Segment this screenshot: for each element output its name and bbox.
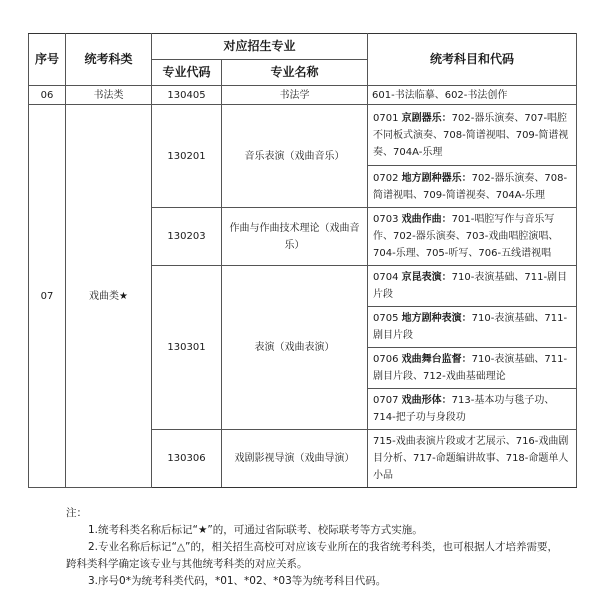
row-major-name: 戏剧影视导演（戏曲导演） bbox=[222, 430, 368, 488]
row-major-code: 130405 bbox=[152, 86, 222, 105]
row-seq: 07 bbox=[29, 105, 66, 488]
row-major-code: 130301 bbox=[152, 266, 222, 430]
subject-item: 0707 戏曲形体：713-基本功与毯子功、714-把子功与身段功 bbox=[368, 389, 577, 430]
header-category: 统考科类 bbox=[66, 34, 152, 86]
row-category: 戏曲类★ bbox=[66, 105, 152, 488]
row-major-name: 表演（戏曲表演） bbox=[222, 266, 368, 430]
note-item: 2.专业名称后标记“△”的，相关招生高校可对应该专业所在的我省统考科类，也可根据人才培养需要，跨科类科学确定该专业与其他统考科类的对应关系。 bbox=[66, 541, 558, 570]
row-category: 书法类 bbox=[66, 86, 152, 105]
header-major-group: 对应招生专业 bbox=[152, 34, 368, 60]
table-row bbox=[29, 86, 577, 105]
subject-item: 715-戏曲表演片段或才艺展示、716-戏曲剧目分析、717-命题编讲故事、718-命题单人小品 bbox=[368, 430, 577, 488]
note-item: 1.统考科类名称后标记“★”的，可通过省际联考、校际联考等方式实施。 bbox=[88, 524, 423, 536]
subject-item: 0701 京剧器乐：702-器乐演奏、707-唱腔不同板式演奏、708-简谱视唱、709-简谱视奏、704A-乐理 bbox=[368, 105, 577, 166]
exam-subjects-table bbox=[28, 33, 577, 488]
row-seq: 06 bbox=[29, 86, 66, 105]
subject-item: 0704 京昆表演：710-表演基础、711-剧目片段 bbox=[368, 266, 577, 307]
header-seq: 序号 bbox=[29, 34, 66, 86]
row-major-code: 130201 bbox=[152, 105, 222, 208]
row-subjects: 601-书法临摹、602-书法创作 bbox=[368, 86, 577, 105]
header-subjects: 统考科目和代码 bbox=[368, 34, 577, 86]
row-major-name: 作曲与作曲技术理论（戏曲音乐） bbox=[222, 208, 368, 266]
notes-title: 注： bbox=[66, 507, 87, 519]
table-row bbox=[29, 105, 577, 166]
note-item: 3.序号0*为统考科类代码，*01、*02、*03等为统考科目代码。 bbox=[88, 575, 387, 587]
header-major-code: 专业代码 bbox=[152, 60, 222, 86]
subject-item: 0705 地方剧种表演：710-表演基础、711-剧目片段 bbox=[368, 307, 577, 348]
subject-item: 0702 地方剧种器乐：702-器乐演奏、708-简谱视唱、709-简谱视奏、704A-乐理 bbox=[368, 166, 577, 208]
row-major-code: 130306 bbox=[152, 430, 222, 488]
exam-table-container bbox=[28, 33, 576, 488]
notes-section bbox=[66, 505, 566, 590]
subject-item: 0703 戏曲作曲：701-唱腔写作与音乐写作、702-器乐演奏、703-戏曲唱腔演唱、704-乐理、705-听写、706-五线谱视唱 bbox=[368, 208, 577, 266]
row-major-name: 音乐表演（戏曲音乐） bbox=[222, 105, 368, 208]
row-major-name: 书法学 bbox=[222, 86, 368, 105]
row-major-code: 130203 bbox=[152, 208, 222, 266]
header-major-name: 专业名称 bbox=[222, 60, 368, 86]
subject-item: 0706 戏曲舞台监督：710-表演基础、711-剧目片段、712-戏曲基础理论 bbox=[368, 348, 577, 389]
